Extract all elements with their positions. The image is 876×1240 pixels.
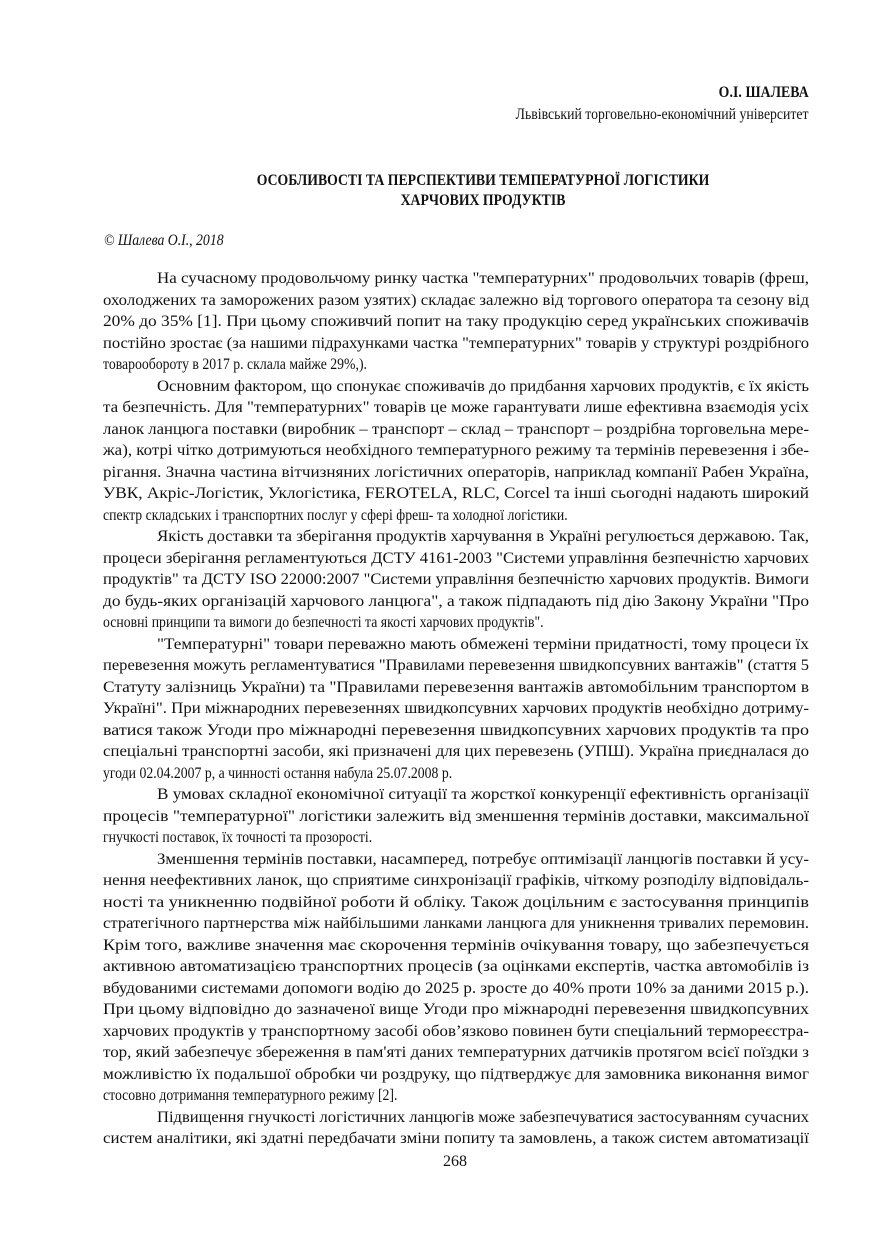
paragraph-line <box>103 677 809 699</box>
line-text: продуктів" та ДСТУ ISO 22000:2007 "Системи управління безпечністю харчових продуктів. Вимоги <box>103 571 809 588</box>
paragraph-line <box>103 290 809 312</box>
paragraph-line <box>103 526 809 548</box>
line-text: нення неефективних ланок, що сприятиме синхронізації графіків, чіткому розподілу відповідаль- <box>103 872 809 889</box>
line-text: ватися також Угоди про міжнародні перевезення швидкопсувних харчових продуктів та про <box>103 721 809 739</box>
title-line-1: ОСОБЛИВОСТІ ТА ПЕРСПЕКТИВИ ТЕМПЕРАТУРНОЇ ЛОГІСТИКИ <box>256 172 710 189</box>
line-text: стратегічного партнерства між найбільшими ланками ланцюга для уникнення тривалих перемовин. <box>103 915 809 932</box>
paragraph-line <box>103 311 809 333</box>
paragraph-line <box>103 935 809 957</box>
paragraph-line <box>103 354 809 376</box>
line-text: тор, який забезпечує збереження в пам'яті даних температурних датчиків протягом всієї поїздки з <box>103 1044 809 1061</box>
line-text: На сучасному продовольчому ринку частка "температурних" продовольчих товарів (фреш, <box>157 270 809 287</box>
line-text: Крім того, важливе значення має скорочення термінів очікування товару, що забезпечується <box>103 936 809 954</box>
line-text: процесів "температурної" логістики залежить від зменшення термінів доставки, максимальної <box>103 807 809 825</box>
paragraph-line <box>103 440 809 462</box>
article-body <box>103 268 809 1150</box>
line-text: можливістю їх подальшої обробки чи роздруку, що підтверджує для замовника виконання вимог <box>103 1065 809 1083</box>
line-text: та безпечність. Для "температурних" товарів це може гарантувати лише ефективна взаємодія усіх <box>103 399 810 416</box>
paragraph <box>103 376 809 527</box>
paragraph-line <box>103 1085 809 1107</box>
paragraph-line <box>103 333 809 355</box>
line-text: товарообороту в 2017 р. склала майже 29%,). <box>103 356 367 373</box>
paragraph-line <box>103 655 809 677</box>
line-text: 20% до 35% [1]. При цьому споживчий попит на таку продукцію серед українських споживачів <box>103 313 809 330</box>
line-text: спектр складських і транспортних послуг у сфері фреш- та холодної логістики. <box>103 506 568 524</box>
paragraph-line <box>103 548 809 570</box>
paragraph-line <box>103 827 809 849</box>
line-text: рігання. Значна частина вітчизняних логістичних операторів, наприклад компанії Рабен Україна, <box>103 463 809 481</box>
line-text: "Температурні" товари переважно мають обмежені терміни придатності, тому процеси їх <box>157 635 809 653</box>
line-text: систем аналітики, які здатні передбачати зміни попиту та замовлень, а також систем автоматизації <box>103 1130 809 1147</box>
paragraph <box>103 526 809 634</box>
paragraph-line <box>103 870 809 892</box>
line-text: Україні". При міжнародних перевезеннях швидкопсувних харчових продуктів необхідно дотриму- <box>103 700 809 717</box>
paragraph-line <box>103 978 809 1000</box>
paragraph-line <box>103 268 809 290</box>
paragraph-line <box>103 505 809 527</box>
line-text: Якість доставки та зберігання продуктів харчування в Україні регулюється державою. Так, <box>157 528 809 545</box>
paragraph <box>103 634 809 785</box>
line-text: активною автоматизацією транспортних процесів (за оцінками експертів, частка автомобілів із <box>103 958 810 975</box>
paragraph-line <box>103 1042 809 1064</box>
line-text: При цьому відповідно до зазначеної вище Угоди про міжнародні перевезення швидкопсувних <box>103 1001 809 1018</box>
author-name: О.І. ШАЛЕВА <box>718 84 809 101</box>
paragraph-line <box>103 483 809 505</box>
line-text: стосовно дотримання температурного режиму [2]. <box>103 1087 398 1104</box>
paragraph-line <box>103 999 809 1021</box>
copyright-notice: © Шалева О.І., 2018 <box>104 232 224 249</box>
paragraph-line <box>103 913 809 935</box>
author-affiliation: Львівський торговельно-економічний університет <box>516 106 809 123</box>
paragraph-line <box>103 569 809 591</box>
line-text: Основним фактором, що спонукає споживачів до придбання харчових продуктів, є їх якість <box>157 377 810 395</box>
paragraph-line <box>103 591 809 613</box>
line-text: вбудованими системами допомоги водію до 2025 р. зросте до 40% проти 10% за даними 2015 р.). <box>103 979 810 997</box>
paragraph-line <box>103 1021 809 1043</box>
line-text: жа), котрі чітко дотримуються необхідного температурного режиму та термінів перевезення і збе- <box>103 442 810 459</box>
line-text: харчових продуктів у транспортному засобі обов’язково повинен бути спеціальний термореєстра- <box>103 1022 809 1040</box>
paragraph-line <box>103 376 809 398</box>
line-text: Підвищення гнучкості логістичних ланцюгів може забезпечуватися застосуванням сучасних <box>157 1108 809 1126</box>
paragraph-line <box>103 462 809 484</box>
line-text: охолоджених та заморожених разом узятих) складає залежно від торгового оператора та сезону від <box>103 291 809 309</box>
paragraph-line <box>103 784 809 806</box>
paragraph-line <box>103 419 809 441</box>
paragraph-line <box>103 1128 809 1150</box>
paragraph-line <box>103 698 809 720</box>
line-text: Статуту залізниць України) та "Правилами перевезення вантажів автомобільним транспортом в <box>103 678 809 696</box>
paragraph-line <box>103 763 809 785</box>
paragraph <box>103 849 809 1107</box>
page-number: 268 <box>443 1153 467 1170</box>
paragraph-line <box>103 741 809 763</box>
line-text: угоди 02.04.2007 р, а чинності остання набула 25.07.2008 р. <box>103 764 453 782</box>
line-text: постійно зростає (за нашими підрахунками частка "температурних" товарів у структурі роздрібного <box>103 334 809 352</box>
title-line-2: ХАРЧОВИХ ПРОДУКТІВ <box>400 192 566 209</box>
paragraph <box>103 784 809 849</box>
line-text: В умовах складної економічної ситуації та жорсткої конкуренції ефективність організації <box>157 786 809 803</box>
line-text: до будь-яких організацій харчового ланцюга", а також підпадають під дію Закону України "Про <box>103 592 809 610</box>
paragraph-line <box>103 849 809 871</box>
line-text: основні принципи та вимоги до безпечності та якості харчових продуктів". <box>103 614 544 631</box>
line-text: процеси зберігання регламентуються ДСТУ 4161-2003 "Системи управління безпечністю харчових <box>103 549 809 567</box>
line-text: Зменшення термінів поставки, насамперед, потребує оптимізації ланцюгів поставки й усу- <box>157 850 809 868</box>
line-text: УВК, Акріс-Логістик, Уклогістика, FEROTELA, RLC, Corcel та інші сьогодні надають широкий <box>103 485 809 502</box>
line-text: гнучкості поставок, їх точності та прозорості. <box>103 829 373 846</box>
paragraph <box>103 1107 809 1150</box>
paragraph-line <box>103 612 809 634</box>
paragraph-line <box>103 806 809 828</box>
paragraph-line <box>103 397 809 419</box>
paragraph-line <box>103 1064 809 1086</box>
paragraph-line <box>103 1107 809 1129</box>
paragraph-line <box>103 892 809 914</box>
line-text: ності та уникненню подвійної роботи й обліку. Також доцільним є застосування принципів <box>103 893 809 911</box>
article-title <box>0 171 876 211</box>
paragraph-line <box>103 634 809 656</box>
paragraph <box>103 268 809 376</box>
line-text: спеціальні транспортні засоби, які призначені для цих перевезень (УПШ). Україна приєдналася до <box>103 743 809 760</box>
line-text: перевезення можуть регламентуватися "Правилами перевезення швидкопсувних вантажів" (стаття 5 <box>103 657 809 674</box>
paragraph-line <box>103 956 809 978</box>
paragraph-line <box>103 720 809 742</box>
line-text: ланок ланцюга поставки (виробник – транспорт – склад – транспорт – роздрібна торговельна мере- <box>103 420 809 438</box>
